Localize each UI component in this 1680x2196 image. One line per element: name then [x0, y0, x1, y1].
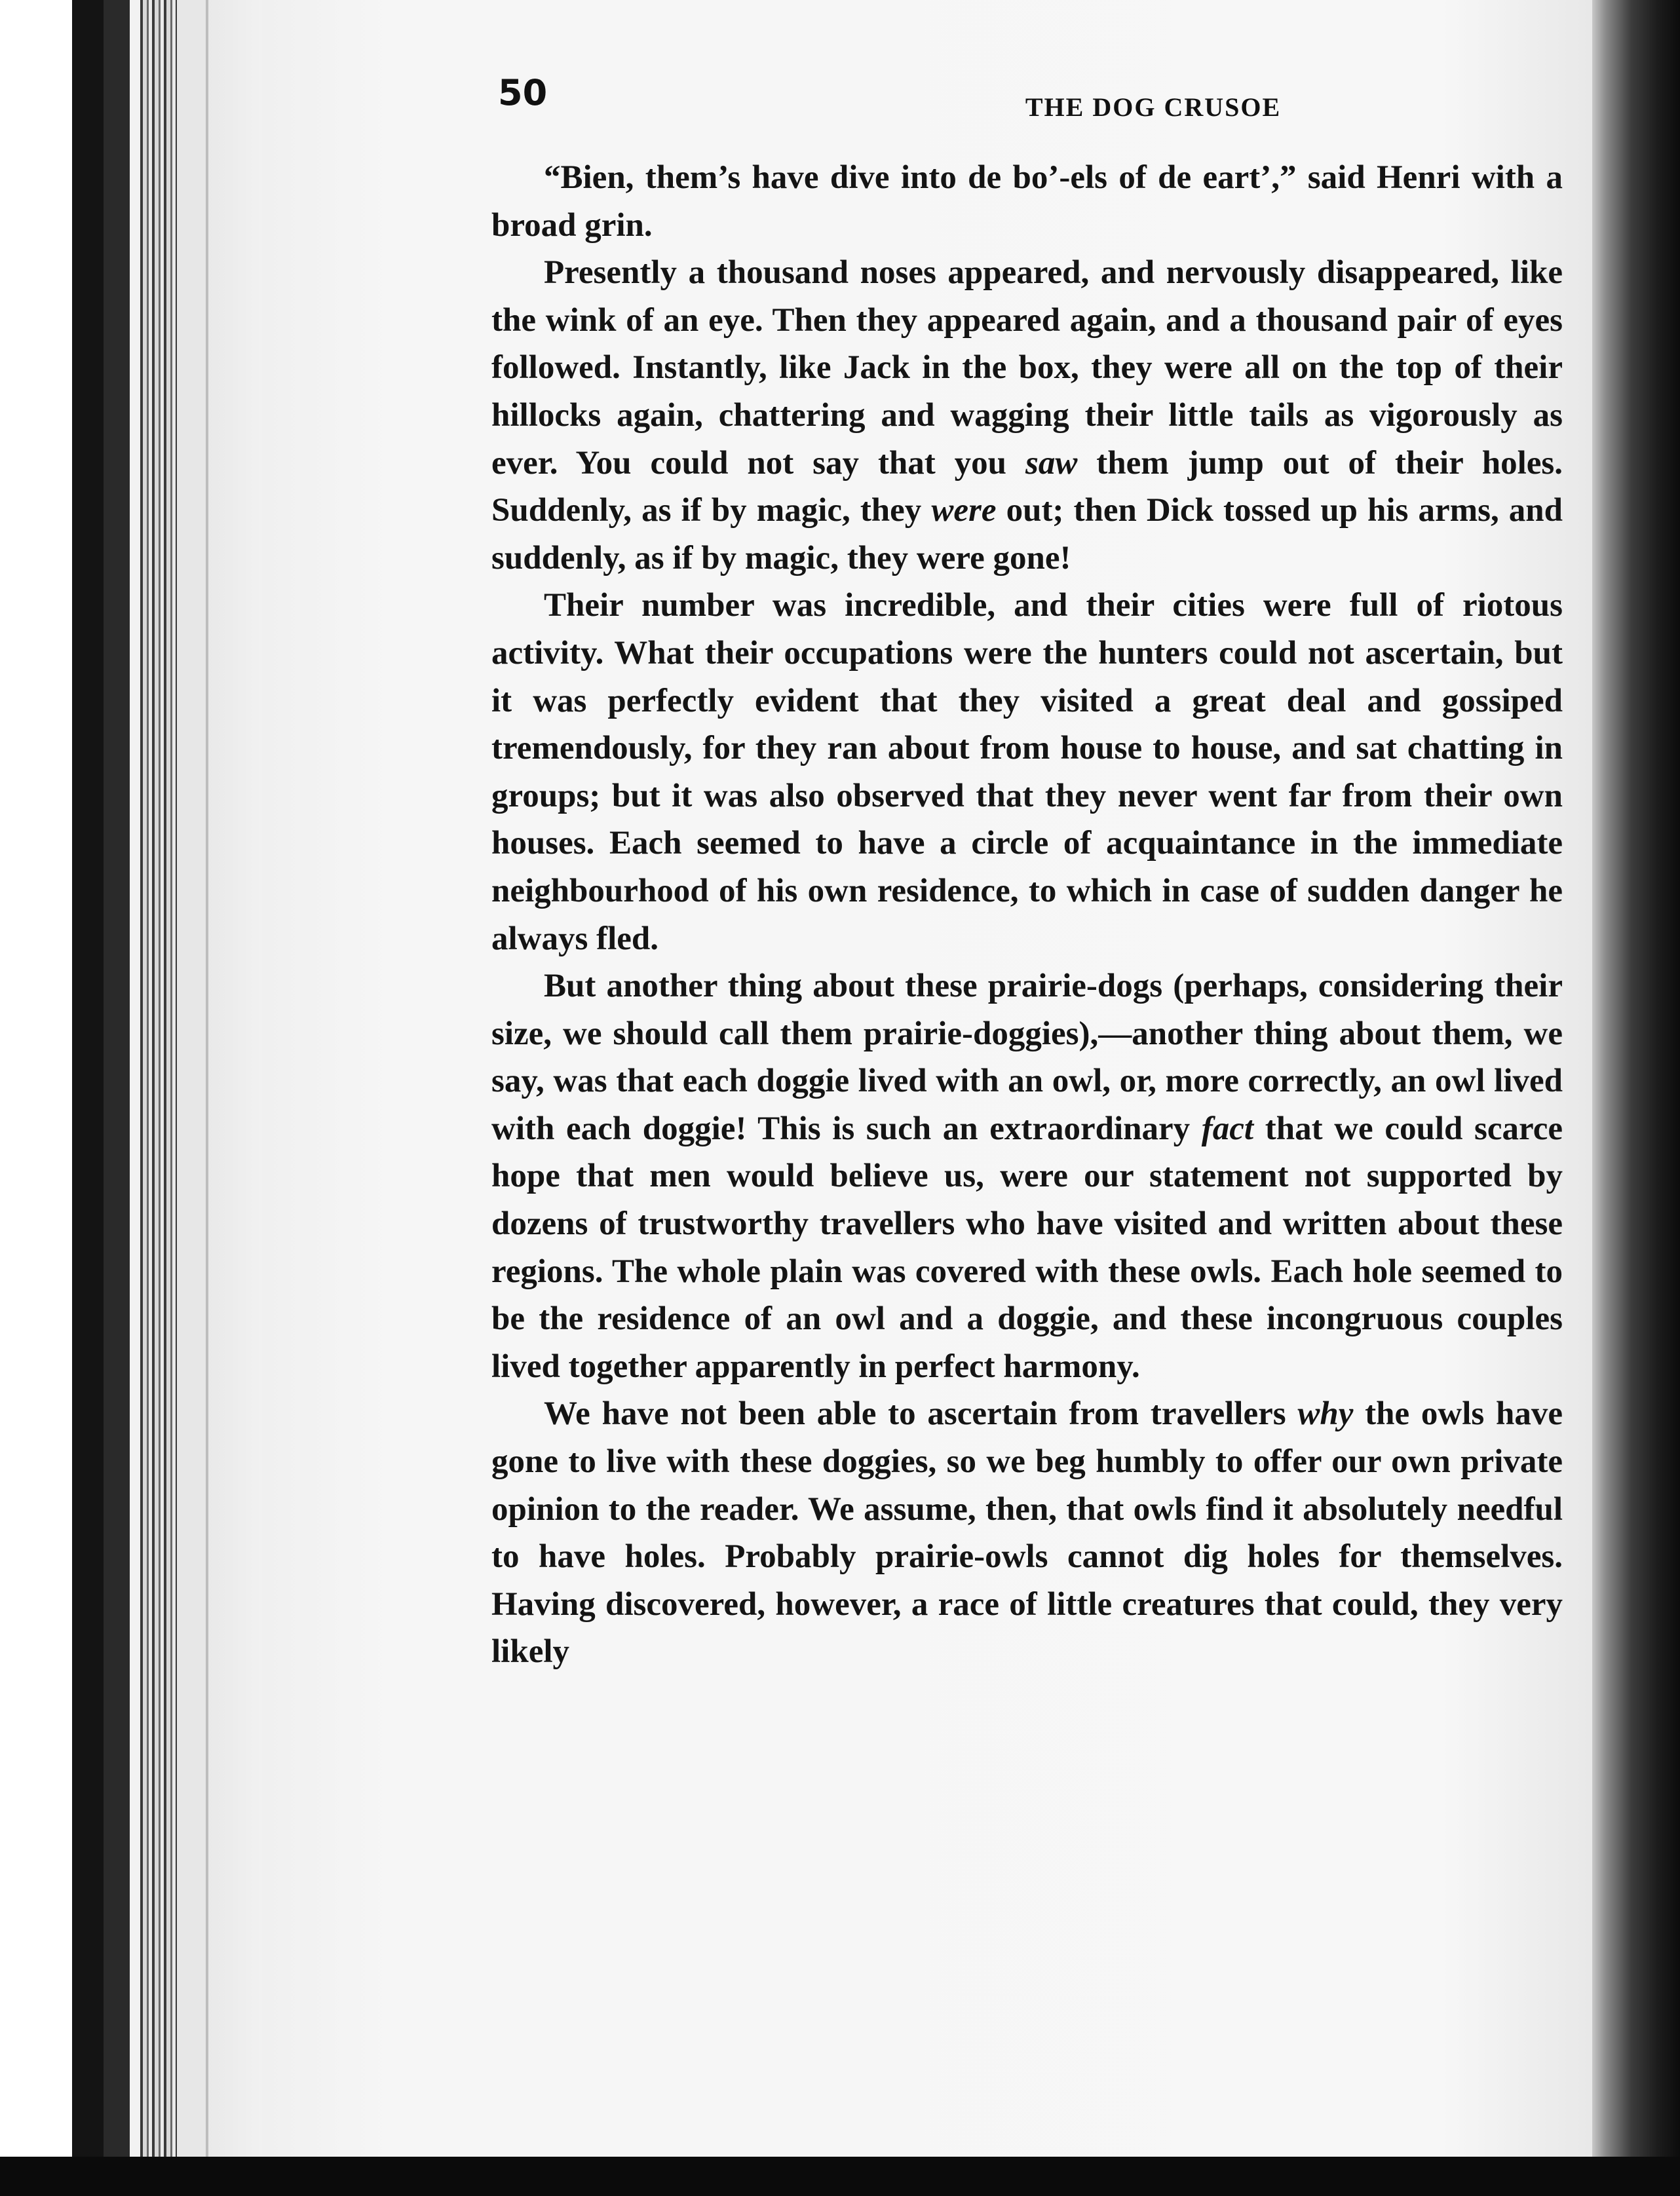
text-run: Their number was incredible, and their cities were full of riotous activity. What their occupations were the hunters could not ascertain, but it was perfectly evident that they visited a great deal and gossiped tremendously, for they ran about from house to house, and sat chatting in groups; but it was also observed that they never went far from their own houses. Each seemed to have a circle of acquaintance in the immediate neighbourhood of his own residence, to which in case of sudden danger he always fled. — [491, 587, 1563, 957]
binding-shadow-strip — [104, 0, 130, 2196]
italic-text-run: why — [1297, 1395, 1354, 1433]
binding-dark-strip — [72, 0, 104, 2196]
text-run: But another thing about these prairie-dogs (perhaps, considering their size, we should call them prairie-doggies),—another thing about them, we say, was that each doggie lived with an owl, or, more correctly, an owl lived with each doggie! This is such an extraordinary — [491, 968, 1563, 1147]
body-text — [491, 154, 1563, 1676]
italic-text-run: saw — [1025, 444, 1078, 482]
page-right-edge-shadow — [1592, 0, 1680, 2196]
page-number: 50 — [498, 72, 548, 113]
paragraph — [491, 962, 1563, 1390]
paragraph — [491, 582, 1563, 962]
text-run: We have not been able to ascertain from travellers — [544, 1395, 1298, 1433]
paragraph — [491, 154, 1563, 249]
text-run: Presently a thousand noses appeared, and nervously disappeared, like the wink of an eye. Then they appeared again, and a thousand pair of eyes followed. Instantly, like Jack in the box, they were all on the top of their hillocks again, chattering and wagging their little tails as vigorously as ever. You could not say that you — [491, 254, 1563, 482]
book-binding-edge — [0, 0, 262, 2196]
text-run: them jump out of their holes. Suddenly, as if by magic, they — [491, 444, 1563, 529]
paragraph — [491, 249, 1563, 582]
text-run: the owls have gone to live with these doggies, so we beg humbly to offer our own private opinion to the reader. We assume, then, that owls find it absolutely needful to have holes. Probably prairie-owls cannot dig holes for themselves. Having discovered, however, a race of little creatures that could, they very likely — [491, 1395, 1563, 1671]
scan-bottom-border — [0, 2157, 1680, 2196]
text-run: that we could scarce hope that men would believe us, were our statement not supported by dozens of trustworthy travellers who have visited and written about these regions. The whole plain was covered with these owls. Each hole seemed to be the residence of an owl and a doggie, and these incongruous couples lived together apparently in perfect harmony. — [491, 1110, 1563, 1385]
running-title: THE DOG CRUSOE — [1025, 92, 1282, 122]
paragraph — [491, 1390, 1563, 1676]
page-edges-stack — [140, 0, 177, 2196]
binding-gutter — [177, 0, 206, 2196]
italic-text-run: were — [931, 492, 997, 529]
italic-text-run: fact — [1201, 1110, 1254, 1147]
binding-inner-margin — [208, 0, 262, 2196]
binding-light-strip — [130, 0, 140, 2196]
text-run: out; then Dick tossed up his arms, and suddenly, as if by magic, they were gone! — [491, 492, 1563, 577]
text-run: “Bien, them’s have dive into de bo’-els of de eart’,” said Henri with a broad grin. — [491, 159, 1563, 244]
